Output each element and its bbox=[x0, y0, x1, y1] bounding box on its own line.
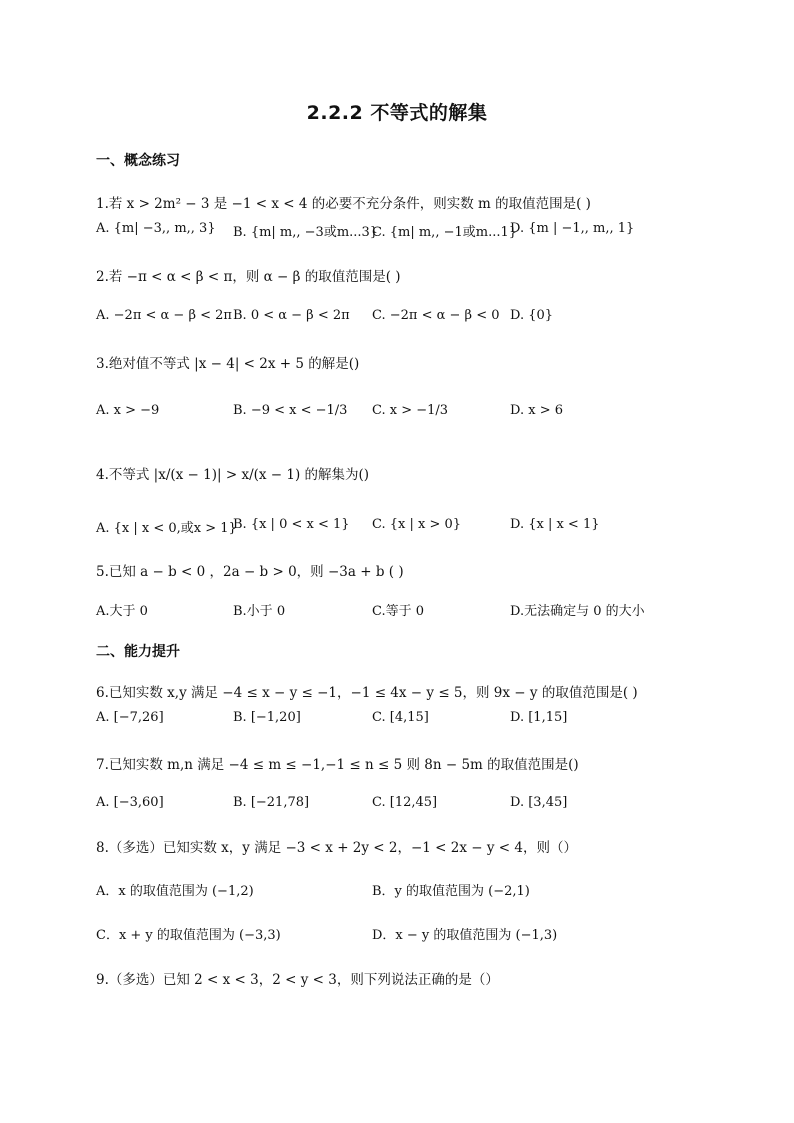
question-2-option-b: B. 0 < α − β < 2π bbox=[233, 308, 350, 323]
question-5-option-c: C.等于 0 bbox=[372, 604, 425, 619]
question-8-option-c: C．x + y 的取值范围为 (−3,3) bbox=[96, 928, 281, 943]
question-3-stem: 3.绝对值不等式 |x − 4| < 2x + 5 的解是() bbox=[96, 356, 360, 372]
question-4-option-b: B. {x | 0 < x < 1} bbox=[233, 517, 350, 532]
question-3-option-d: D. x > 6 bbox=[510, 403, 563, 418]
question-4-option-d: D. {x | x < 1} bbox=[510, 517, 600, 532]
question-1-stem: 1.若 x > 2m² − 3 是 −1 < x < 4 的必要不充分条件，则实数 m 的取值范围是( ) bbox=[96, 196, 591, 212]
question-6-stem: 6.已知实数 x,y 满足 −4 ≤ x − y ≤ −1，−1 ≤ 4x − y ≤ 5，则 9x − y 的取值范围是( ) bbox=[96, 685, 638, 701]
question-8-option-b: B．y 的取值范围为 (−2,1) bbox=[372, 884, 530, 899]
question-8-option-a: A．x 的取值范围为 (−1,2) bbox=[96, 884, 254, 899]
question-8-option-d: D．x − y 的取值范围为 (−1,3) bbox=[372, 928, 558, 943]
question-5-option-b: B.小于 0 bbox=[233, 604, 286, 619]
section-heading-ability: 二、能力提升 bbox=[96, 644, 180, 660]
question-2-option-a: A. −2π < α − β < 2π bbox=[96, 308, 232, 323]
section-heading-concept: 一、概念练习 bbox=[96, 153, 180, 169]
question-8-stem: 8.（多选）已知实数 x，y 满足 −3 < x + 2y < 2，−1 < 2x − y < 4，则（） bbox=[96, 840, 577, 856]
question-1-option-c: C. {m| m,, −1或m...1} bbox=[372, 225, 518, 240]
question-2-stem: 2.若 −π < α < β < π，则 α − β 的取值范围是( ) bbox=[96, 269, 401, 285]
question-3-option-a: A. x > −9 bbox=[96, 403, 160, 418]
question-2-option-d: D. {0} bbox=[510, 308, 554, 323]
question-6-option-a: A. [−7,26] bbox=[96, 710, 164, 725]
question-1-option-d: D. {m | −1,, m,, 1} bbox=[510, 221, 635, 236]
question-1-option-b: B. {m| m,, −3或m...3} bbox=[233, 225, 379, 240]
question-7-stem: 7.已知实数 m,n 满足 −4 ≤ m ≤ −1,−1 ≤ n ≤ 5 则 8n − 5m 的取值范围是() bbox=[96, 757, 579, 773]
question-7-option-d: D. [3,45] bbox=[510, 795, 568, 810]
question-1-option-a: A. {m| −3,, m,, 3} bbox=[96, 221, 216, 236]
question-5-option-d: D.无法确定与 0 的大小 bbox=[510, 604, 645, 619]
question-4-stem: 4.不等式 |x/(x − 1)| > x/(x − 1) 的解集为() bbox=[96, 467, 370, 483]
question-3-option-c: C. x > −1/3 bbox=[372, 403, 449, 418]
question-5-option-a: A.大于 0 bbox=[96, 604, 148, 619]
question-7-option-b: B. [−21,78] bbox=[233, 795, 310, 810]
question-6-option-d: D. [1,15] bbox=[510, 710, 568, 725]
question-4-option-c: C. {x | x > 0} bbox=[372, 517, 462, 532]
question-7-option-c: C. [12,45] bbox=[372, 795, 438, 810]
question-9-stem: 9.（多选）已知 2 < x < 3，2 < y < 3，则下列说法正确的是（） bbox=[96, 972, 499, 988]
page-title: 2.2.2 不等式的解集 bbox=[306, 102, 488, 124]
question-3-option-b: B. −9 < x < −1/3 bbox=[233, 403, 348, 418]
question-7-option-a: A. [−3,60] bbox=[96, 795, 164, 810]
question-4-option-a: A. {x | x < 0,或x > 1} bbox=[96, 521, 237, 536]
question-6-option-c: C. [4,15] bbox=[372, 710, 429, 725]
question-6-option-b: B. [−1,20] bbox=[233, 710, 301, 725]
question-5-stem: 5.已知 a − b < 0 ，2a − b > 0，则 −3a + b ( ) bbox=[96, 564, 404, 580]
question-2-option-c: C. −2π < α − β < 0 bbox=[372, 308, 500, 323]
